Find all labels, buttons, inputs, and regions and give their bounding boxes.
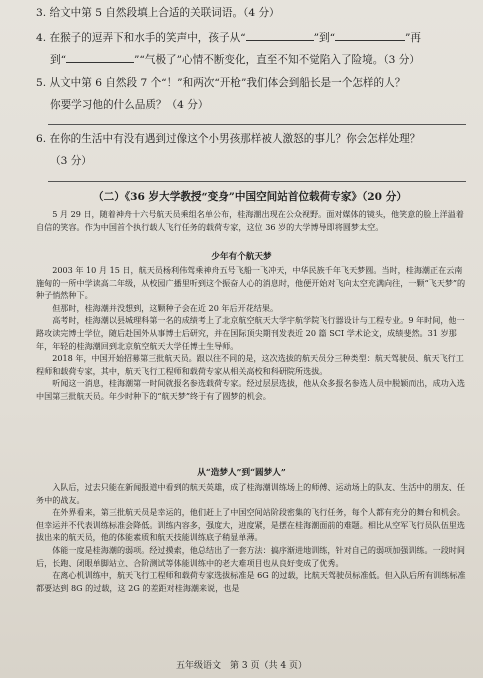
question-4-text-e: ”“气极了”心情不断变化，直至不知不觉陷入了险境。（3 分） <box>134 54 420 66</box>
article-paragraph: 在外界看来，第三批航天员是幸运的，他们赶上了中国空间站阶段密集的飞行任务，每个人都有充分的舞台和机会。但幸运并不代表训练标准会降低。训练内容多，强度大，进度紧，是摆在桂海潮面前的难题。相比从空军飞行员队伍里选拔出来的航天员，他的体能素质和航天技能训练底子稍显单薄。 <box>36 507 465 543</box>
question-5-line-2: 你要学习他的什么品质？（4 分） <box>50 99 209 111</box>
answer-blank-3[interactable] <box>66 52 134 63</box>
question-4-text-d: 到“ <box>50 54 67 66</box>
article-paragraph: 5 月 29 日，随着神舟十六号航天员乘组名单公布，桂海潮出现在公众视野。面对媒体的镜头，他笑意的脸上洋溢着自信的笑容。作为中国首个执行载人飞行任务的载荷专家，这位 36 岁的大学博导即将圆梦太空。 <box>36 209 464 232</box>
question-6-line-1: 6. 在你的生活中有没有遇到过像这个小男孩那样被人激怒的事儿？你会怎样处理？ <box>36 133 421 145</box>
article-paragraph: 听闻这一消息，桂海潮第一时间就报名参选载荷专家。经过层层选拔，他从众多报名参选人员中脱颖而出，成功入选中国第三批航天员。年少时种下的“航天梦”终于有了圆梦的机会。 <box>36 378 465 401</box>
question-3: 3. 给文中第 5 自然段填上合适的关联词语。（4 分） <box>36 7 280 19</box>
article-subheading-1: 少年有个航天梦 <box>211 252 272 262</box>
question-4-text-a: 4. 在猴子的逗弄下和水手的笑声中，孩子从“ <box>36 32 246 44</box>
question-5-line-1: 5. 从文中第 6 自然段 7 个“！”和两次“开枪”我们体会到船长是一个怎样的人？ <box>36 77 406 89</box>
answer-line-q5[interactable] <box>48 124 466 125</box>
article-paragraph: 在离心机训练中，航天飞行工程师和载荷专家选拔标准是 6G 的过载，比航天驾驶员标准低。但入队后所有训练标准都要达到 8G 的过载，这 2G 的差距对桂海潮来说，也是 <box>36 570 466 593</box>
question-6-line-2: （3 分） <box>50 155 92 167</box>
article-part-2 <box>36 481 468 594</box>
question-4-line-2 <box>50 52 420 68</box>
article-intro <box>36 208 468 233</box>
answer-line-q6[interactable] <box>48 181 466 182</box>
question-4-text-b: ”到“ <box>313 32 336 44</box>
article-paragraph: 入队后，过去只能在新闻报道中看到的航天英雄，成了桂海潮训练场上的师傅、运动场上的队友、生活中的朋友、任务中的战友。 <box>36 482 465 505</box>
article-paragraph: 2003 年 10 月 15 日，航天员杨利伟驾乘神舟五号飞船一飞冲天，中华民族千年飞天梦圆。当时，桂海潮正在云南施甸的一所中学读高二年级，从校园广播里听到这个振奋人心的消息时，他便开始对飞向太空充满向往，一颗“飞天梦”的种子悄然种下。 <box>36 265 466 301</box>
answer-blank-2[interactable] <box>335 30 405 41</box>
article-subheading-2: 从“造梦人”到“圆梦人” <box>197 468 286 478</box>
article-part-1 <box>36 264 468 403</box>
section-2-title: （二）《36 岁大学教授“变身”中国空间站首位载荷专家》（20 分） <box>93 191 407 203</box>
question-4-line-1 <box>36 30 466 46</box>
article-paragraph: 但那时，桂海潮并没想到，这颗种子会在近 20 年后开花结果。 <box>52 302 279 313</box>
page-footer: 五年级语文 第 3 页（共 4 页） <box>176 661 307 671</box>
article-paragraph: 高考时，桂海潮以县城理科第一名的成绩考上了北京航空航天大学宇航学院飞行器设计与工程专业。9 年时间，他一路攻读完博士学位，随后赴国外从事博士后研究，并在国际顶尖期刊发表近 20 篇 SCI 学术论文，成绩斐然。31 岁那年，年轻的桂海潮回到北京航空航天大学任博士生导师。 <box>36 315 465 351</box>
article-paragraph: 2018 年，中国开始招募第三批航天员。跟以往不同的是，这次选拔的航天员分三种类型：航天驾驶员、航天飞行工程师和载荷专家，其中，航天飞行工程师和载荷专家从相关高校和科研院所选拔。 <box>36 353 464 376</box>
answer-blank-1[interactable] <box>246 30 314 41</box>
article-paragraph: 体能一度是桂海潮的弱项。经过摸索，他总结出了一套方法：搞序渐进地训练，针对自己的弱项加强训练。一段时间后，长跑、闭眼单脚站立、合阶测试等体能训练中的老大难项目也从良好变成了优秀。 <box>36 544 465 568</box>
question-4-text-c: ”再 <box>405 32 422 44</box>
